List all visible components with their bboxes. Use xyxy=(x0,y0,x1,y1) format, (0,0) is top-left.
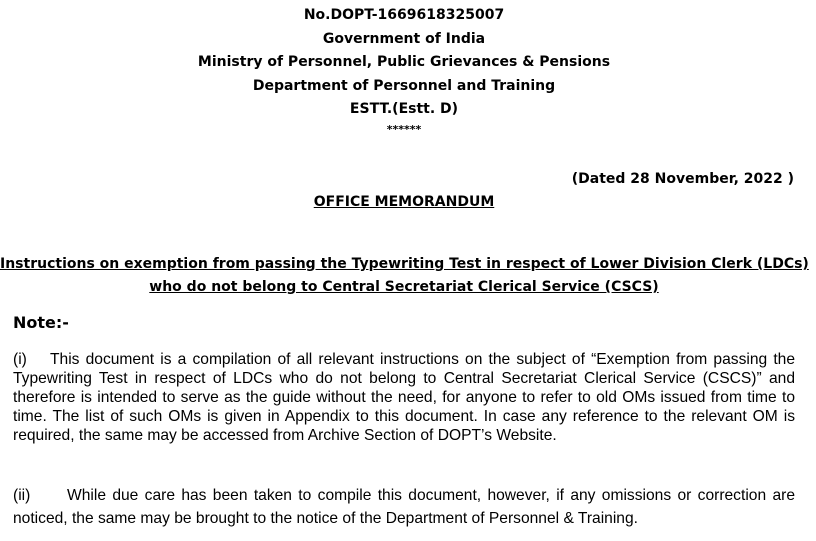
paragraph-number: (ii) xyxy=(13,487,31,504)
note-paragraph-1 xyxy=(13,350,795,445)
note-heading: Note:- xyxy=(13,313,69,332)
subject-line-1: Instructions on exemption from passing the Typewriting Test in respect of Lower Division Clerk (LDCs) xyxy=(0,256,809,272)
note-paragraph-2 xyxy=(13,484,795,530)
government-heading: Government of India xyxy=(322,31,486,47)
memo-title: OFFICE MEMORANDUM xyxy=(313,194,495,210)
subject-line-2: who do not belong to Central Secretariat Clerical Service (CSCS) xyxy=(149,279,659,295)
ministry-heading: Ministry of Personnel, Public Grievances & Pensions xyxy=(197,54,611,70)
memo-date: (Dated 28 November, 2022 ) xyxy=(571,171,794,187)
header-separator: ****** xyxy=(386,123,422,136)
department-heading: Department of Personnel and Training xyxy=(252,78,556,94)
document-number: No.DOPT-1669618325007 xyxy=(303,7,505,23)
paragraph-text: This document is a compilation of all relevant instructions on the subject of “Exemption from passing the Typewriting Test in respect of LDCs who do not belong to Central Secretariat Clerical Service (CSCS)” and therefore is intended to serve as the guide without the need, for anyone to refer to old OMs issued from time to time. The list of such OMs is given in Appendix to this document. In case any reference to the relevant OM is required, the same may be accessed from Archive Section of DOPT’s Website. xyxy=(13,351,795,444)
section-heading: ESTT.(Estt. D) xyxy=(349,101,459,117)
paragraph-number: (i) xyxy=(13,351,27,368)
paragraph-text: While due care has been taken to compile this document, however, if any omissions or correction are noticed, the same may be brought to the notice of the Department of Personnel & Training. xyxy=(13,487,795,527)
